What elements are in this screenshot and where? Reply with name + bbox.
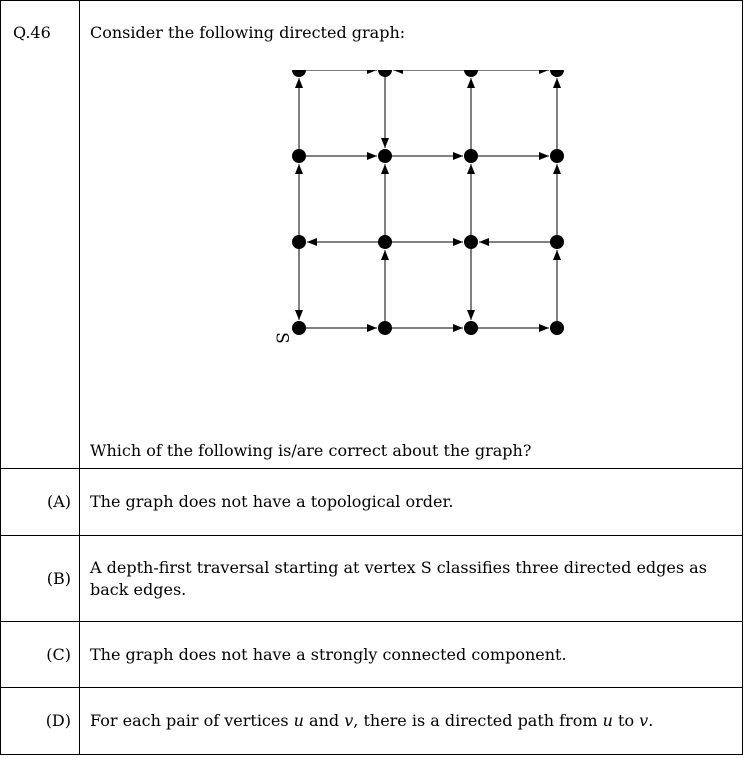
- option-text-c: The graph does not have a strongly connected component.: [80, 622, 743, 688]
- directed-graph: [90, 70, 740, 430]
- graph-vertex-r3c0: [292, 321, 306, 335]
- option-text-b: A depth-first traversal starting at vertex S classifies three directed edges as back edges.: [80, 536, 743, 622]
- question-row: [1, 1, 743, 469]
- graph-vertex-r1c3: [550, 149, 564, 163]
- question-prompt: Consider the following directed graph:: [90, 23, 406, 42]
- graph-vertex-r1c1: [378, 149, 392, 163]
- graph-vertex-r0c3: [550, 70, 564, 77]
- option-d-text-2: and: [303, 711, 345, 730]
- option-d-text-1: For each pair of vertices: [90, 711, 294, 730]
- graph-vertex-r3c2: [464, 321, 478, 335]
- graph-vertex-r1c0: [292, 149, 306, 163]
- option-d-text-4: to: [612, 711, 640, 730]
- option-label-c: (C): [1, 622, 80, 688]
- option-row-c: [1, 622, 743, 688]
- option-label-d: (D): [1, 688, 80, 755]
- question-body: [80, 1, 743, 469]
- graph-vertex-r2c2: [464, 235, 478, 249]
- graph-vertex-r2c3: [550, 235, 564, 249]
- option-row-d: [1, 688, 743, 755]
- option-d-var-u-2: u: [602, 711, 613, 730]
- option-d-var-v: v: [344, 711, 354, 730]
- graph-nodes: [292, 70, 564, 335]
- option-text-a: The graph does not have a topological order.: [80, 469, 743, 536]
- option-d-text-3: , there is a directed path from: [353, 711, 603, 730]
- question-number: Q.46: [1, 1, 80, 469]
- graph-edges: [299, 70, 557, 328]
- graph-vertex-r0c2: [464, 70, 478, 77]
- graph-vertex-r2c0: [292, 235, 306, 249]
- option-row-a: [1, 469, 743, 536]
- graph-vertex-r3c1: [378, 321, 392, 335]
- graph-vertex-r0c1: [378, 70, 392, 77]
- graph-vertex-r3c3: [550, 321, 564, 335]
- graph-vertex-r1c2: [464, 149, 478, 163]
- option-d-var-u: u: [293, 711, 304, 730]
- question-closing: Which of the following is/are correct about the graph?: [90, 441, 532, 460]
- graph-vertex-r2c1: [378, 235, 392, 249]
- directed-graph-figure: [90, 70, 732, 430]
- option-d-text-5: .: [648, 711, 654, 730]
- option-text-d: [80, 688, 743, 755]
- option-label-a: (A): [1, 469, 80, 536]
- option-d-var-v-2: v: [639, 711, 649, 730]
- option-label-b: (B): [1, 536, 80, 622]
- option-row-b: [1, 536, 743, 622]
- source-vertex-label: S: [271, 332, 292, 344]
- graph-vertex-r0c0: [292, 70, 306, 77]
